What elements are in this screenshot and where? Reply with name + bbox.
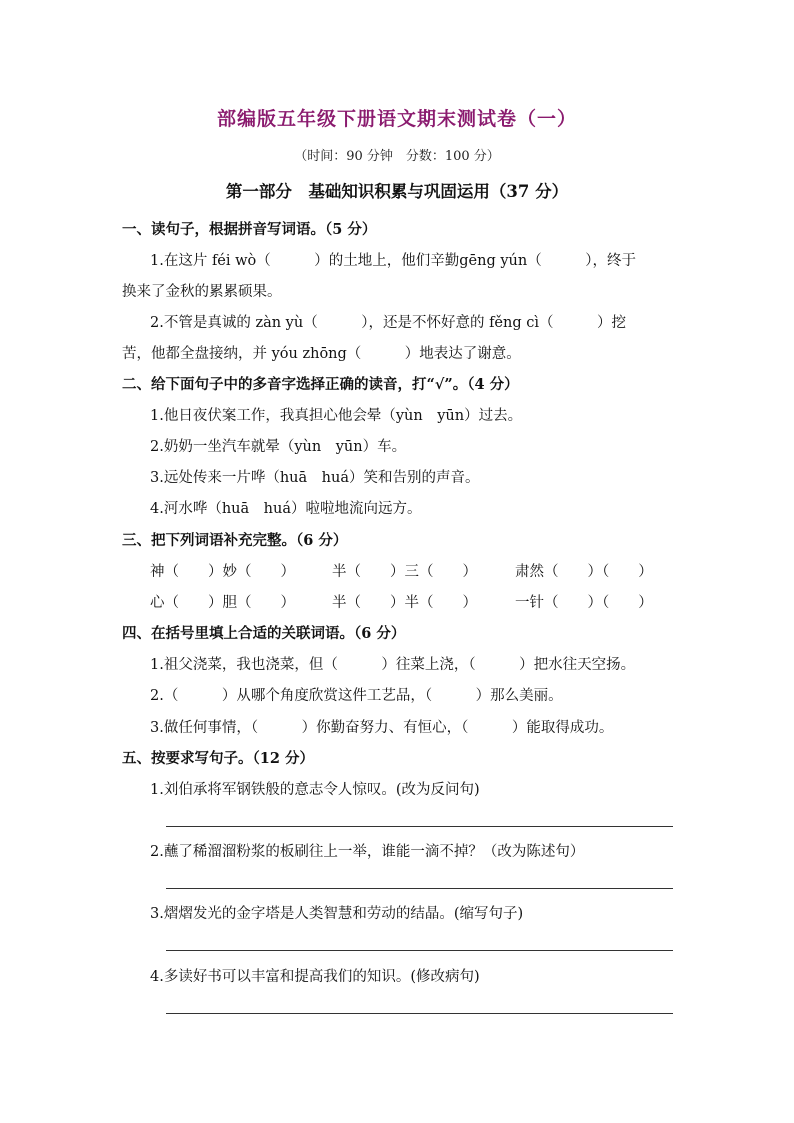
question-line: 3.远处传来一片哗（huā huá）笑和告别的声音。 (150, 470, 480, 486)
section-heading-2: 二、给下面句子中的多音字选择正确的读音，打“√”。（4 分） (122, 376, 519, 393)
part-heading: 第一部分 基础知识积累与巩固运用（37 分） (225, 182, 569, 201)
section-heading-1: 一、读句子，根据拼音写词语。（5 分） (122, 221, 377, 238)
answer-line[interactable] (166, 826, 673, 827)
word-item: 心（ ）胆（ ） (150, 595, 295, 611)
question-line: 2.不管是真诚的 zàn yù（ ），还是不怀好意的 fěng cì（ ）挖 (150, 315, 626, 331)
word-item: 一针（ ）（ ） (515, 595, 653, 611)
question-line: 换来了金秋的累累硕果。 (122, 284, 282, 300)
section-heading-4: 四、在括号里填上合适的关联词语。（6 分） (122, 625, 406, 642)
question-line: 1.刘伯承将军钢铁般的意志令人惊叹。(改为反问句) (150, 782, 480, 798)
question-line: 2.奶奶一坐汽车就晕（yùn yūn）车。 (150, 439, 407, 455)
word-item: 半（ ）三（ ） (332, 564, 477, 580)
question-line: 2.（ ）从哪个角度欣赏这件工艺品，（ ）那么美丽。 (150, 688, 563, 704)
section-heading-5: 五、按要求写句子。（12 分） (122, 750, 314, 767)
question-line: 1.祖父浇菜，我也浇菜，但（ ）往菜上浇，（ ）把水往天空扬。 (150, 657, 636, 673)
question-line: 2.蘸了稀溜溜粉浆的板刷往上一举，谁能一滴不掉？（改为陈述句） (150, 844, 585, 860)
question-line: 4.河水哗（huā huá）啦啦地流向远方。 (150, 501, 422, 517)
answer-line[interactable] (166, 950, 673, 951)
word-item: 半（ ）半（ ） (332, 595, 477, 611)
question-line: 1.他日夜伏案工作，我真担心他会晕（yùn yūn）过去。 (150, 408, 523, 424)
question-line: 4.多读好书可以丰富和提高我们的知识。(修改病句) (150, 969, 480, 985)
page-title: 部编版五年级下册语文期末测试卷（一） (216, 108, 577, 130)
answer-line[interactable] (166, 888, 673, 889)
exam-time-score: （时间：90 分钟 分数：100 分） (294, 149, 500, 164)
question-line: 苦，他都全盘接纳，并 yóu zhōng（ ）地表达了谢意。 (122, 346, 521, 362)
word-item: 肃然（ ）（ ） (515, 564, 653, 580)
question-line: 3.做任何事情，（ ）你勤奋努力、有恒心，（ ）能取得成功。 (150, 720, 614, 736)
answer-line[interactable] (166, 1013, 673, 1014)
word-item: 神（ ）妙（ ） (150, 564, 295, 580)
question-line: 3.熠熠发光的金字塔是人类智慧和劳动的结晶。(缩写句子) (150, 906, 524, 922)
section-heading-3: 三、把下列词语补充完整。（6 分） (122, 532, 348, 549)
question-line: 1.在这片 féi wò（ ）的土地上，他们辛勤gēng yún（ ），终于 (150, 253, 636, 269)
